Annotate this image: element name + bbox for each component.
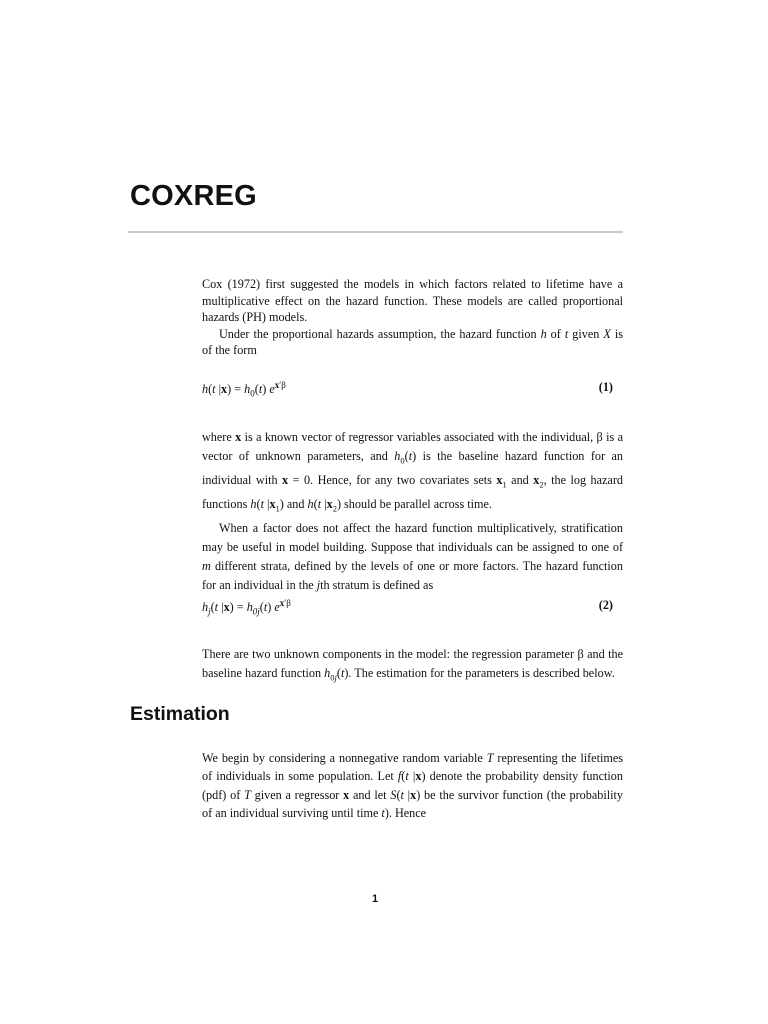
equation-2-formula: $h_j(t$ $|x) = h_{0j}(t)$ $e^{x'\beta}$ [202,598,291,617]
intro-paragraph-1: Cox (1972) first suggested the models in which factors related to lifetime have a multiplicative effect on the hazard function. These models are called proportional hazards (PH) models. [202,277,623,324]
intro-section [202,276,623,359]
equation-1-number: (1) [598,380,613,394]
after-equation-1-section [202,428,623,596]
equation-1 [202,380,623,400]
after-eq1-paragraph-2: When a factor does not affect the hazard function multiplicatively, stratification may be useful in model building. Suppose that individuals can be assigned to one of m different strata, defined by the levels of one or more factors. The hazard function for an individual in the jth stratum is defined as [202,520,623,593]
after-equation-2-section [202,645,623,687]
section-heading-estimation: Estimation [130,703,230,725]
equation-2 [202,598,623,618]
title-divider [128,231,623,233]
estimation-section [202,749,623,822]
estimation-paragraph-1: We begin by considering a nonnegative random variable T representing the lifetimes of individuals in some population. Let f(t |x) denote the probability density function (pdf) of T given a regressor x and let S(t |x) be the survivor function (the probability of an individual surviving until time t). Hence [202,751,624,820]
equation-1-formula: h(t $|x) = h_0(t)$ $e^{x'\beta}$ [202,380,286,399]
equation-2-number: (2) [598,598,613,612]
intro-paragraph-2: Under the proportional hazards assumption, the hazard function h of t given X is of the form [202,326,623,357]
after-eq2-paragraph: There are two unknown components in the model: the regression parameter β and the baseline hazard function $h_{0j}(t)$. The estimation for the parameters is described below. [202,647,623,683]
page-number: 1 [372,893,379,905]
after-eq1-paragraph-1: where x is a known vector of regressor variables associated with the individual, β is a vector of unknown parameters, and $h_0(t)$ is the baseline hazard function for an individual with x = 0. Hence, for any two covariates sets $x_1$ and $x_2$, the log hazard functions h(t $|x_1$) and h(t $|x_2$) should be parallel across time. [202,430,624,514]
page-title: COXREG [130,180,257,212]
